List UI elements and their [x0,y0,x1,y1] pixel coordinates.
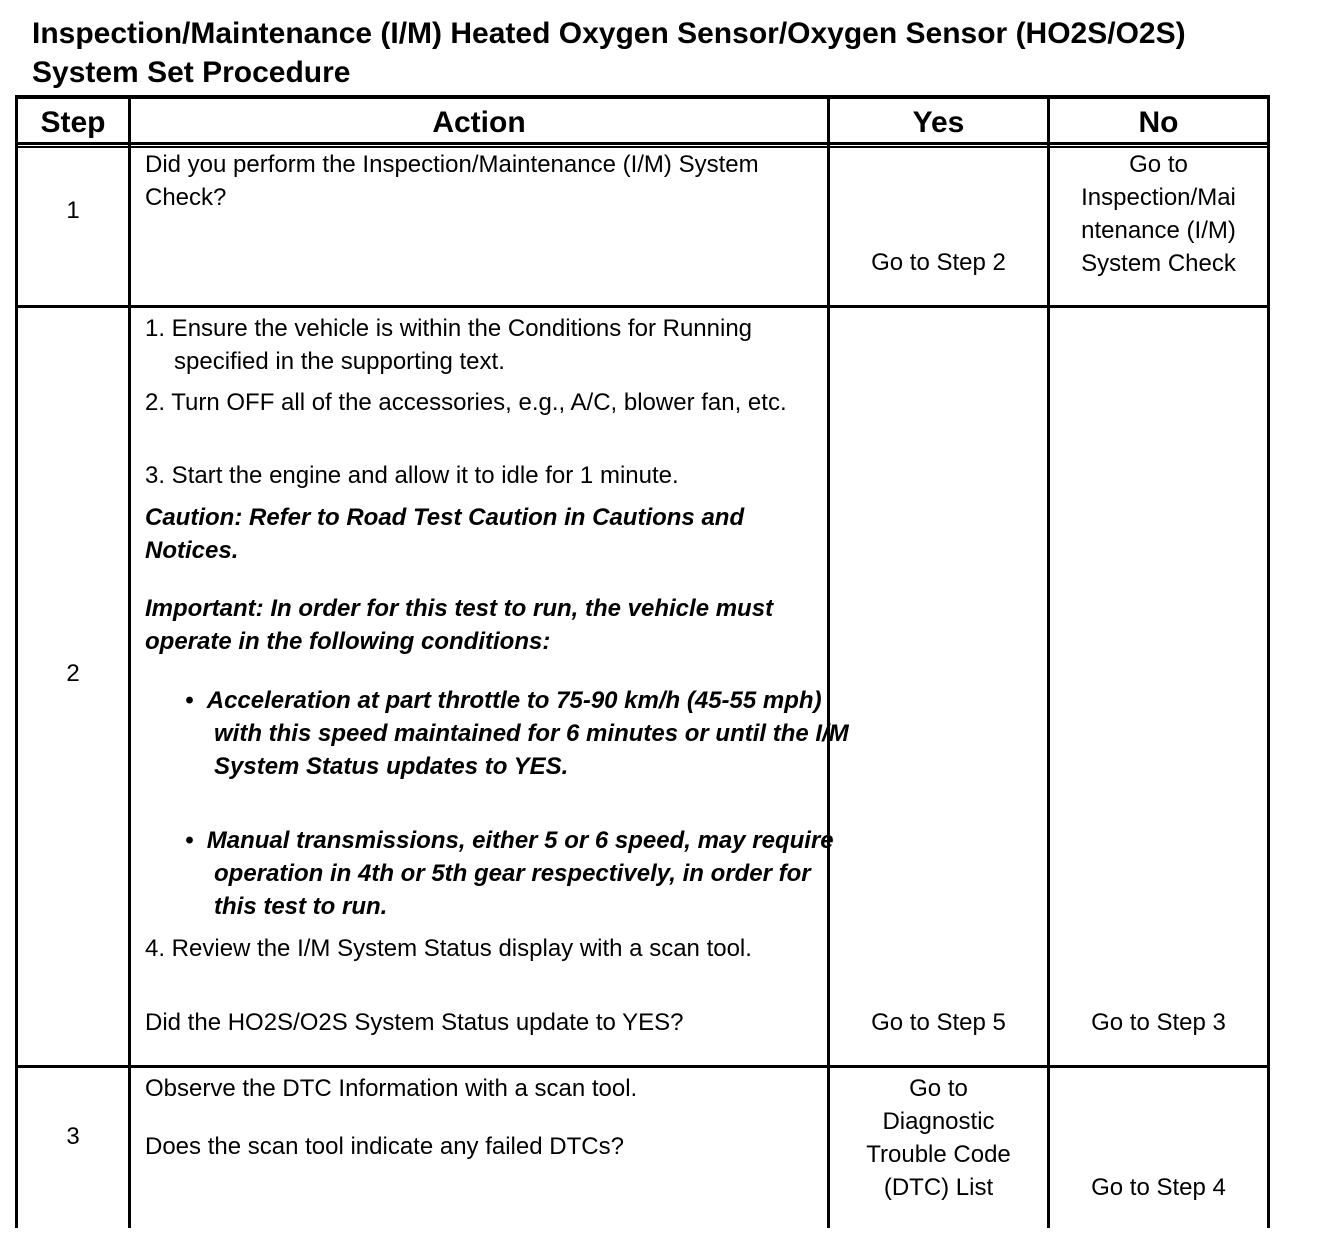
action-question-step-2: Did the HO2S/O2S System Status update to YES? [145,1009,684,1036]
header-yes: Yes [912,106,965,139]
row-divider-1 [15,305,1270,308]
condition-bullet-1: • Acceleration at part throttle to 75-90 km/h (45-55 mph) with this speed maintained for 6 minutes or until the I/M System Status updates to YES. [185,687,849,780]
document-title [32,14,1322,92]
action-text-step-3: Observe the DTC Information with a scan tool. [145,1075,638,1102]
procedure-table [15,95,1270,1228]
condition-bullet-2: • Manual transmissions, either 5 or 6 speed, may require operation in 4th or 5th gear respectively, in order for this test to run. [185,827,834,920]
step-number-2: 2 [66,660,80,687]
yes-result-step-1: Go to Step 2 [871,249,1006,276]
action-item-4: 4. Review the I/M System Status display with a scan tool. [145,935,752,962]
header-action: Action [432,106,526,139]
header-step: Step [40,106,106,139]
header-no: No [1138,106,1179,139]
table-border-top [15,95,1270,99]
title-line-1: Inspection/Maintenance (I/M) Heated Oxygen Sensor/Oxygen Sensor (HO2S/O2S) [32,17,1186,50]
important-note: Important: In order for this test to run, the vehicle must operate in the following conditions: [145,595,774,655]
row-divider-2 [15,1065,1270,1068]
action-item-1: 1. Ensure the vehicle is within the Conditions for Running specified in the supporting text. [145,315,753,375]
table-border-right [1267,95,1270,1228]
action-question-step-3: Does the scan tool indicate any failed DTCs? [145,1133,624,1160]
no-result-step-2: Go to Step 3 [1091,1009,1226,1036]
action-text-step-1: Did you perform the Inspection/Maintenance (I/M) System Check? [145,151,759,211]
action-item-2: 2. Turn OFF all of the accessories, e.g., A/C, blower fan, etc. [145,389,787,416]
caution-note: Caution: Refer to Road Test Caution in Cautions and Notices. [145,504,745,564]
step-number-1: 1 [66,197,80,224]
yes-result-step-3: Go to Diagnostic Trouble Code (DTC) List [866,1075,1011,1201]
no-result-step-1: Go to Inspection/Mai ntenance (I/M) System Check [1081,151,1236,277]
title-line-2: System Set Procedure [32,56,351,89]
no-result-step-3: Go to Step 4 [1091,1174,1226,1201]
yes-result-step-2: Go to Step 5 [871,1009,1006,1036]
action-item-3: 3. Start the engine and allow it to idle for 1 minute. [145,462,679,489]
step-number-3: 3 [66,1123,80,1150]
